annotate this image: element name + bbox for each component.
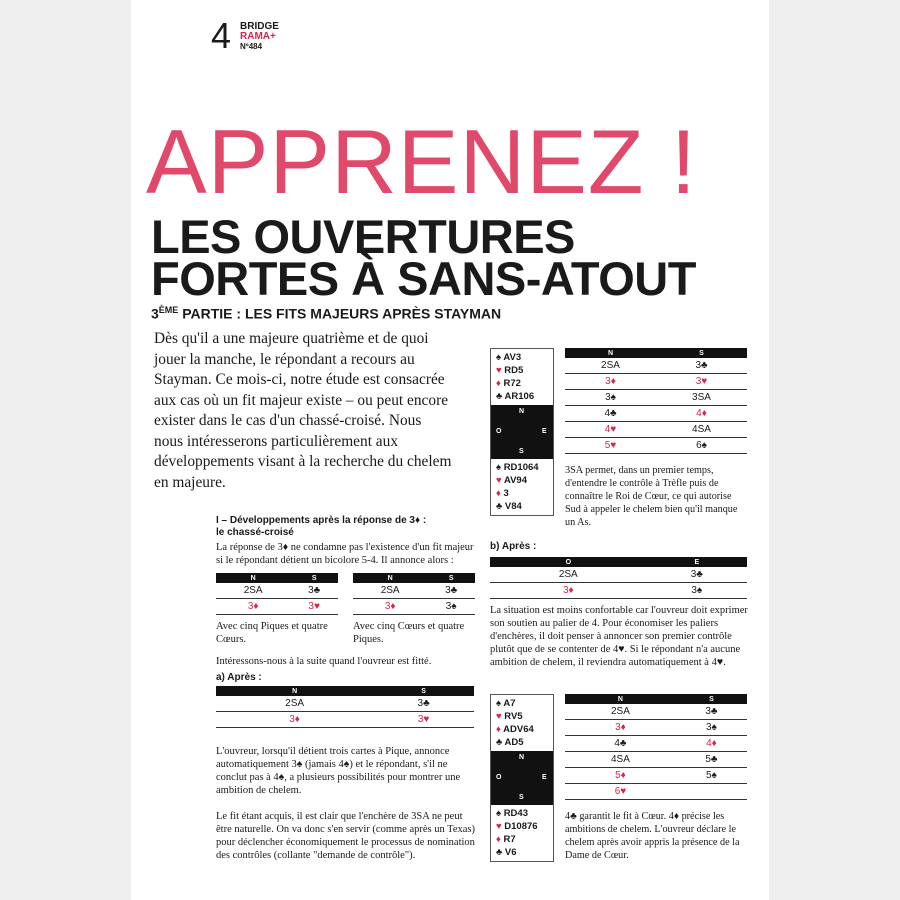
compass-o: O (496, 774, 502, 781)
bid-cell: 3♥ (656, 374, 747, 390)
table-row (565, 406, 747, 422)
south-clubs (496, 500, 553, 513)
bid-cell: 4♣ (565, 406, 656, 422)
col-header: S (290, 573, 338, 583)
north-diamonds (496, 723, 553, 736)
bid-cell: 3SA (656, 390, 747, 406)
compass-s: S (519, 448, 524, 455)
bid-cell: 3♣ (656, 358, 747, 374)
col-header: S (656, 348, 747, 358)
bidding-table-deal2 (565, 694, 747, 800)
table-row (565, 784, 747, 800)
cards: AR106 (504, 391, 535, 402)
compass (491, 751, 553, 805)
table-row (565, 374, 747, 390)
diamond-icon: ♦ (496, 488, 501, 499)
cards: AD5 (504, 737, 524, 748)
section1-title (216, 515, 426, 539)
section1-title-line1: I – Développements après la réponse de 3♦ : (216, 515, 427, 526)
cards: V84 (504, 501, 522, 512)
north-diamonds (496, 377, 553, 390)
bid-cell: 3♦ (565, 374, 656, 390)
bid-cell: 6♠ (656, 438, 747, 454)
club-icon: ♣ (496, 847, 503, 858)
north-hearts (496, 710, 553, 723)
bid-cell: 3♠ (565, 390, 656, 406)
table-row (216, 599, 338, 615)
club-icon: ♣ (496, 391, 503, 402)
cards: V6 (504, 847, 517, 858)
page-title: APPRENEZ ! (146, 112, 698, 213)
table-row (353, 583, 475, 599)
deal1-comment: 3SA permet, dans un premier temps, d'entendre le contrôle à Trèfle puis de connaître le Roi de Cœur, ce qui autorise Sud à appeler le chelem bien qu'il manque un As. (565, 465, 738, 528)
bid-cell: 3♦ (353, 599, 427, 615)
bid-cell: 3♣ (676, 704, 747, 720)
table-row (565, 736, 747, 752)
heart-icon: ♥ (496, 711, 502, 722)
table-row (565, 358, 747, 374)
col-header: E (647, 557, 747, 567)
bid-cell (676, 784, 747, 800)
south-hearts (496, 820, 553, 833)
col-header: N (353, 573, 427, 583)
bidding-table-c (216, 686, 474, 728)
cards: RV5 (504, 711, 523, 722)
col-header: N (565, 348, 656, 358)
headline-line2: FORTES À SANS-ATOUT (151, 252, 696, 305)
bid-cell: 3♠ (676, 720, 747, 736)
bid-cell: 3♠ (647, 583, 747, 599)
bidding-table-a (216, 573, 338, 615)
subhead-text: PARTIE : LES FITS MAJEURS APRÈS STAYMAN (178, 305, 502, 322)
table-row (565, 752, 747, 768)
cards: RD5 (504, 365, 524, 376)
bid-cell: 3♥ (290, 599, 338, 615)
cards: D10876 (504, 821, 538, 832)
compass-o: O (496, 428, 502, 435)
south-spades (496, 461, 553, 474)
magazine-page (131, 0, 769, 900)
section1-paragraph2: L'ouvreur, lorsqu'il détient trois cartes à Pique, annonce automatiquement 3♠ (jamais 4♠) et le répondant, s'il ne conclut pas à 4♠, a plusieurs possibilités pour montrer une ambition de chelem. (216, 746, 461, 796)
bid-cell: 5♥ (565, 438, 656, 454)
bid-cell: 6♥ (565, 784, 676, 800)
bid-cell: 3♦ (565, 720, 676, 736)
section1-title-line2: le chassé-croisé (216, 527, 294, 538)
col-header: N (216, 686, 373, 696)
section1-paragraph3: Le fit étant acquis, il est clair que l'enchère de 3SA ne peut être naturelle. On va donc s'en servir (comme après un Texas) pour déclencher économiquement le processus de nomination des contrôles (collante "demande de contrôle"). (216, 811, 475, 861)
issue-number: Nº484 (240, 42, 263, 51)
cards: RD1064 (503, 462, 539, 473)
bid-cell: 5♠ (676, 768, 747, 784)
bid-cell: 2SA (490, 567, 647, 583)
north-spades (496, 697, 553, 710)
bid-cell: 2SA (565, 358, 656, 374)
cards: A7 (503, 698, 516, 709)
south-diamonds (496, 487, 553, 500)
bid-cell: 4♣ (565, 736, 676, 752)
bid-cell: 4SA (565, 752, 676, 768)
table-row (565, 704, 747, 720)
north-clubs (496, 736, 553, 749)
table-row (216, 583, 338, 599)
diamond-icon: ♦ (496, 834, 501, 845)
cards: ADV64 (503, 724, 534, 735)
cards: AV94 (503, 475, 527, 486)
compass-s: S (519, 794, 524, 801)
col-header: S (676, 694, 747, 704)
bidding-table-b (353, 573, 475, 615)
section-b-paragraph: La situation est moins confortable car l'ouvreur doit exprimer son soutien au palier de 4. Pour économiser les paliers d'enchères, il doit penser à annoncer son premier contrôle plutôt que de se contenter de 4♥. Si le répondant n'a aucune ambition de chelem, il reviendra automatiquement à 4♥. (490, 605, 748, 668)
heart-icon: ♥ (496, 365, 502, 376)
spade-icon: ♠ (496, 462, 502, 473)
col-header: N (216, 573, 290, 583)
bid-cell: 3♣ (373, 696, 474, 712)
bid-cell: 2SA (216, 583, 290, 599)
deal2-comment: 4♣ garantit le fit à Cœur. 4♦ précise les ambitions de chelem. L'ouvreur déclare le chelem après avoir appris la présence de la Dame de Cœur. (565, 811, 740, 861)
diamond-icon: ♦ (496, 724, 501, 735)
cards: RD43 (503, 808, 528, 819)
bidding-table-deal1 (565, 348, 747, 454)
bidding-table-b-section (490, 557, 747, 599)
compass-n: N (519, 754, 525, 761)
north-hearts (496, 364, 553, 377)
club-icon: ♣ (496, 501, 503, 512)
south-diamonds (496, 833, 553, 846)
table-row (353, 599, 475, 615)
caption-b: Avec cinq Cœurs et quatre Piques. (353, 621, 465, 645)
cards: AV3 (503, 352, 522, 363)
heart-icon: ♥ (496, 475, 502, 486)
brand-logo (240, 22, 279, 52)
col-header: N (565, 694, 676, 704)
subhead-ordinal: 3 (151, 305, 159, 322)
sub-a-title: a) Après : (216, 672, 262, 683)
caption-a: Avec cinq Piques et quatre Cœurs. (216, 621, 328, 645)
bid-cell: 3♦ (216, 712, 373, 728)
intro-paragraph: Dès qu'il a une majeure quatrième et de quoi jouer la manche, le répondant a recours au Stayman. Ce mois-ci, notre étude est consacrée aux cas où un fit majeur existe – ou peut encore exister dans le cas d'un chassé-croisé. Nous nous intéresserons particulièrement aux développements visant à la recherche du chelem en majeure. (154, 330, 452, 491)
table-row (565, 390, 747, 406)
col-header: O (490, 557, 647, 567)
north-spades (496, 351, 553, 364)
north-clubs (496, 390, 553, 403)
brand-line2: RAMA+ (240, 31, 276, 42)
sub-b-title: b) Après : (490, 541, 537, 552)
cards: R7 (503, 834, 516, 845)
table-row (216, 696, 474, 712)
spade-icon: ♠ (496, 698, 502, 709)
hand-diagram-2 (490, 694, 554, 862)
bid-cell: 2SA (216, 696, 373, 712)
page-number: 4 (211, 15, 232, 56)
table-row (565, 768, 747, 784)
bid-cell: 4♦ (656, 406, 747, 422)
bid-cell: 4SA (656, 422, 747, 438)
col-header: S (427, 573, 475, 583)
bid-cell: 5♣ (676, 752, 747, 768)
bid-cell: 3♦ (490, 583, 647, 599)
heart-icon: ♥ (496, 821, 502, 832)
bid-cell: 3♣ (427, 583, 475, 599)
table-row (565, 438, 747, 454)
follow-text: Intéressons-nous à la suite quand l'ouvreur est fitté. (216, 656, 432, 667)
compass (491, 405, 553, 459)
south-spades (496, 807, 553, 820)
bid-cell: 2SA (565, 704, 676, 720)
table-row (490, 567, 747, 583)
spade-icon: ♠ (496, 808, 502, 819)
bid-cell: 3♥ (373, 712, 474, 728)
section1-paragraph: La réponse de 3♦ ne condamne pas l'existence d'un fit majeur si le répondant détient un bicolore 5-4. Il annonce alors : (216, 542, 474, 566)
bid-cell: 4♦ (676, 736, 747, 752)
compass-n: N (519, 408, 525, 415)
table-row (565, 422, 747, 438)
spade-icon: ♠ (496, 352, 502, 363)
bid-cell: 4♥ (565, 422, 656, 438)
club-icon: ♣ (496, 737, 503, 748)
article-headline (151, 210, 696, 305)
south-hearts (496, 474, 553, 487)
bid-cell: 3♣ (647, 567, 747, 583)
col-header: S (373, 686, 474, 696)
headline-line1: LES OUVERTURES (151, 210, 575, 263)
hand-diagram-1 (490, 348, 554, 516)
cards: 3 (503, 488, 509, 499)
compass-e: E (542, 428, 547, 435)
bid-cell: 3♦ (216, 599, 290, 615)
bid-cell: 2SA (353, 583, 427, 599)
bid-cell: 3♠ (427, 599, 475, 615)
brand-line1: BRIDGE (240, 21, 279, 32)
table-row (565, 720, 747, 736)
bid-cell: 3♣ (290, 583, 338, 599)
south-clubs (496, 846, 553, 859)
bid-cell: 5♦ (565, 768, 676, 784)
cards: R72 (503, 378, 521, 389)
table-row (490, 583, 747, 599)
article-subhead (151, 305, 501, 322)
diamond-icon: ♦ (496, 378, 501, 389)
compass-e: E (542, 774, 547, 781)
table-row (216, 712, 474, 728)
subhead-sup: ÈME (158, 305, 179, 315)
